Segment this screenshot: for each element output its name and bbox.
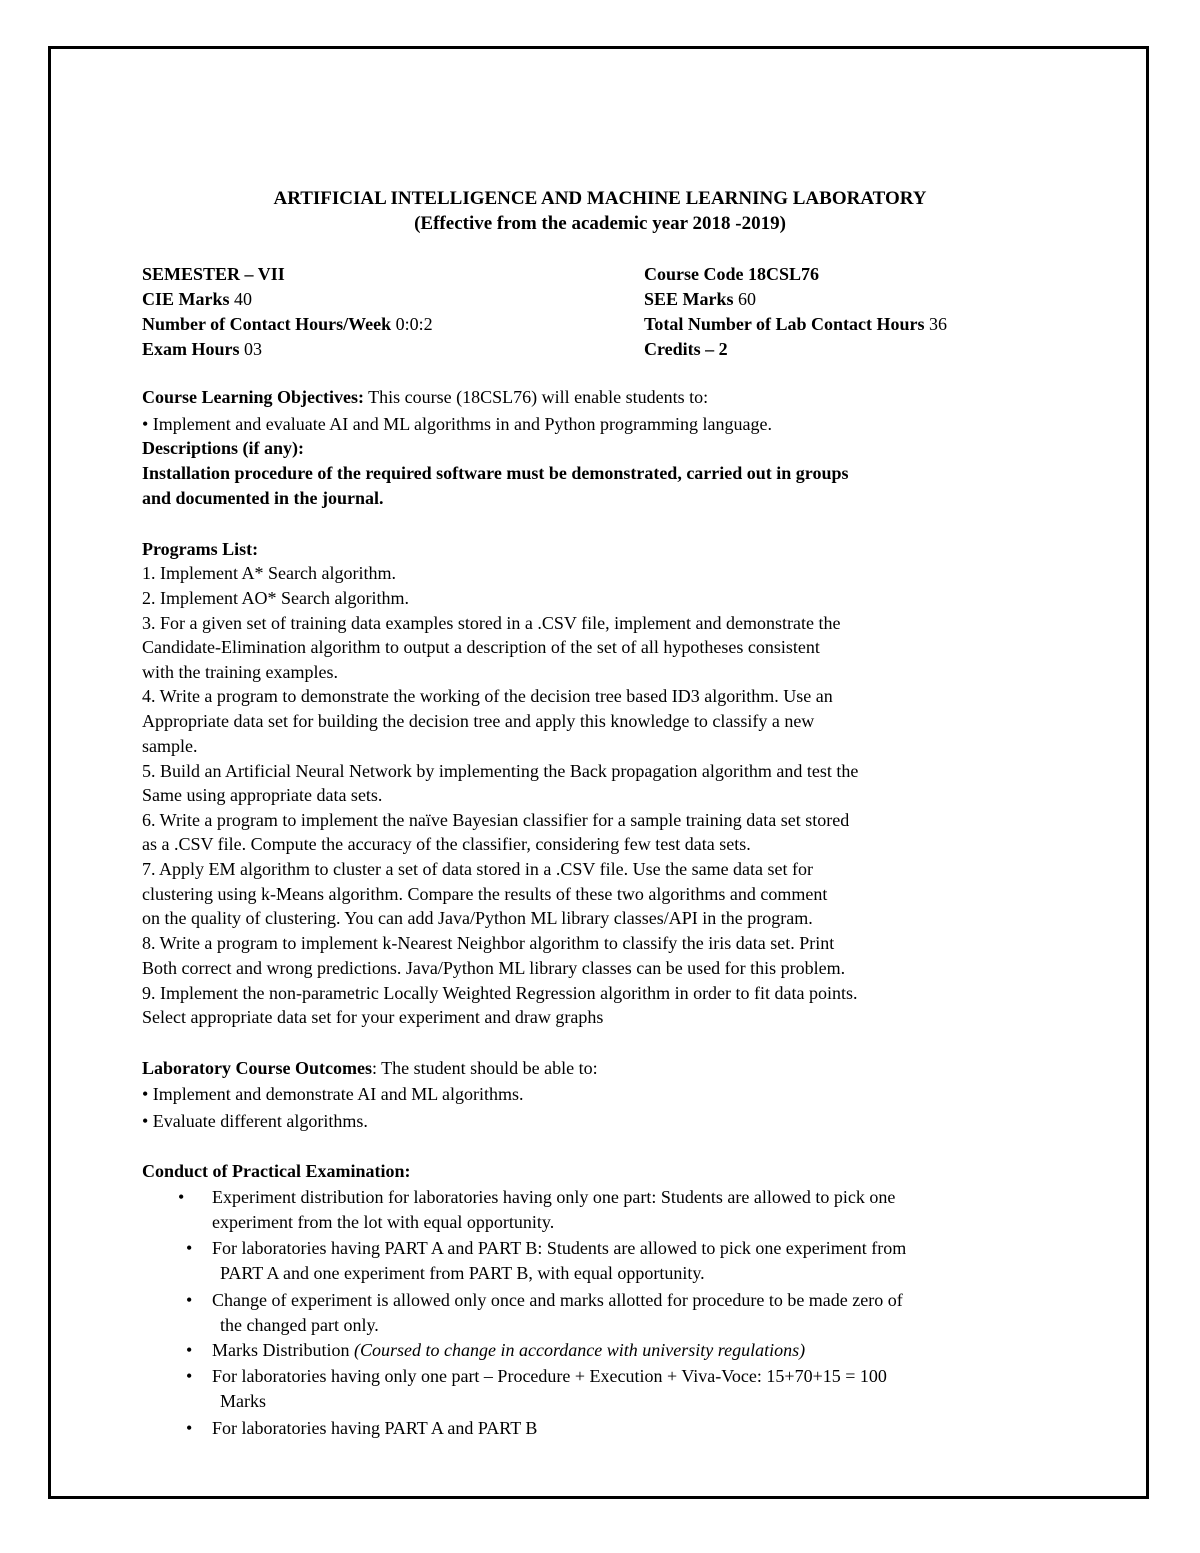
program-line: 9. Implement the non-parametric Locally Weighted Regression algorithm in order to fit data points. bbox=[142, 983, 858, 1003]
lab-contact-hours: Total Number of Lab Contact Hours 36 bbox=[644, 314, 948, 334]
program-line: Both correct and wrong predictions. Java/Python ML library classes can be used for this problem. bbox=[142, 958, 846, 978]
semester: SEMESTER – VII bbox=[142, 264, 285, 284]
program-line: 5. Build an Artificial Neural Network by implementing the Back propagation algorithm and test the bbox=[142, 761, 859, 781]
program-line: Appropriate data set for building the decision tree and apply this knowledge to classify a new bbox=[142, 711, 815, 731]
cie-marks: CIE Marks 40 bbox=[142, 289, 253, 309]
contact-hours: Number of Contact Hours/Week 0:0:2 bbox=[142, 314, 433, 334]
program-line: on the quality of clustering. You can add Java/Python ML library classes/API in the program. bbox=[142, 908, 813, 928]
program-line: 6. Write a program to implement the naïve Bayesian classifier for a sample training data set stored bbox=[142, 810, 850, 830]
conduct-bullet-line: For laboratories having only one part – Procedure + Execution + Viva-Voce: 15+70+15 = 100 bbox=[212, 1366, 887, 1386]
objectives-line: Course Learning Objectives: This course (18CSL76) will enable students to: bbox=[142, 387, 709, 407]
conduct-bullet-line: Marks bbox=[220, 1391, 266, 1411]
credits: Credits – 2 bbox=[644, 339, 728, 359]
program-line: 3. For a given set of training data examples stored in a .CSV file, implement and demonstrate the bbox=[142, 613, 841, 633]
descriptions-heading: Descriptions (if any): bbox=[142, 438, 304, 458]
conduct-bullet-line: For laboratories having PART A and PART B bbox=[212, 1418, 538, 1438]
program-line: Same using appropriate data sets. bbox=[142, 785, 383, 805]
bullet-dot: • bbox=[186, 1238, 193, 1258]
bullet-dot: • bbox=[186, 1340, 193, 1360]
conduct-bullet-line: Change of experiment is allowed only once and marks allotted for procedure to be made zero of bbox=[212, 1290, 903, 1310]
program-line: 7. Apply EM algorithm to cluster a set of data stored in a .CSV file. Use the same data set for bbox=[142, 859, 814, 879]
conduct-bullet-line: For laboratories having PART A and PART B: Students are allowed to pick one experiment from bbox=[212, 1238, 907, 1258]
outcomes-heading: Laboratory Course Outcomes bbox=[142, 1058, 372, 1078]
program-line: 1. Implement A* Search algorithm. bbox=[142, 563, 396, 583]
bullet-dot: • bbox=[186, 1366, 193, 1386]
conduct-bullet-line: the changed part only. bbox=[220, 1315, 379, 1335]
program-line: 4. Write a program to demonstrate the working of the decision tree based ID3 algorithm. Use an bbox=[142, 686, 833, 706]
program-line: Candidate-Elimination algorithm to output a description of the set of all hypotheses consistent bbox=[142, 637, 820, 657]
document-subtitle: (Effective from the academic year 2018 -2019) bbox=[414, 213, 786, 234]
objectives-bullet: • Implement and evaluate AI and ML algorithms in and Python programming language. bbox=[142, 414, 772, 434]
bullet-dot: • bbox=[186, 1290, 193, 1310]
programs-heading: Programs List: bbox=[142, 539, 259, 559]
conduct-bullet-line: PART A and one experiment from PART B, with equal opportunity. bbox=[220, 1263, 705, 1283]
descriptions-line: and documented in the journal. bbox=[142, 488, 384, 508]
program-line: with the training examples. bbox=[142, 662, 338, 682]
outcomes-line: Laboratory Course Outcomes: The student should be able to: bbox=[142, 1058, 598, 1078]
outcome-bullet: • Evaluate different algorithms. bbox=[142, 1111, 368, 1131]
objectives-heading: Course Learning Objectives: bbox=[142, 387, 364, 407]
program-line: as a .CSV file. Compute the accuracy of the classifier, considering few test data sets. bbox=[142, 834, 751, 854]
document-title: ARTIFICIAL INTELLIGENCE AND MACHINE LEARNING LABORATORY bbox=[273, 188, 927, 209]
program-line: Select appropriate data set for your experiment and draw graphs bbox=[142, 1007, 604, 1027]
bullet-dot: • bbox=[178, 1187, 185, 1207]
program-line: 2. Implement AO* Search algorithm. bbox=[142, 588, 409, 608]
exam-hours: Exam Hours 03 bbox=[142, 339, 263, 359]
descriptions-line: Installation procedure of the required software must be demonstrated, carried out in groups bbox=[142, 463, 849, 483]
see-marks: SEE Marks 60 bbox=[644, 289, 757, 309]
conduct-bullet-line: Marks Distribution (Coursed to change in accordance with university regulations) bbox=[212, 1340, 806, 1360]
course-code: Course Code 18CSL76 bbox=[644, 264, 820, 284]
program-line: 8. Write a program to implement k-Nearest Neighbor algorithm to classify the iris data set. Print bbox=[142, 933, 835, 953]
conduct-bullet-line: Experiment distribution for laboratories having only one part: Students are allowed to pick one bbox=[212, 1187, 896, 1207]
bullet-dot: • bbox=[186, 1418, 193, 1438]
conduct-bullet-line: experiment from the lot with equal opportunity. bbox=[212, 1212, 555, 1232]
conduct-heading: Conduct of Practical Examination: bbox=[142, 1161, 411, 1181]
outcome-bullet: • Implement and demonstrate AI and ML algorithms. bbox=[142, 1084, 524, 1104]
program-line: sample. bbox=[142, 736, 198, 756]
program-line: clustering using k-Means algorithm. Compare the results of these two algorithms and comment bbox=[142, 884, 828, 904]
